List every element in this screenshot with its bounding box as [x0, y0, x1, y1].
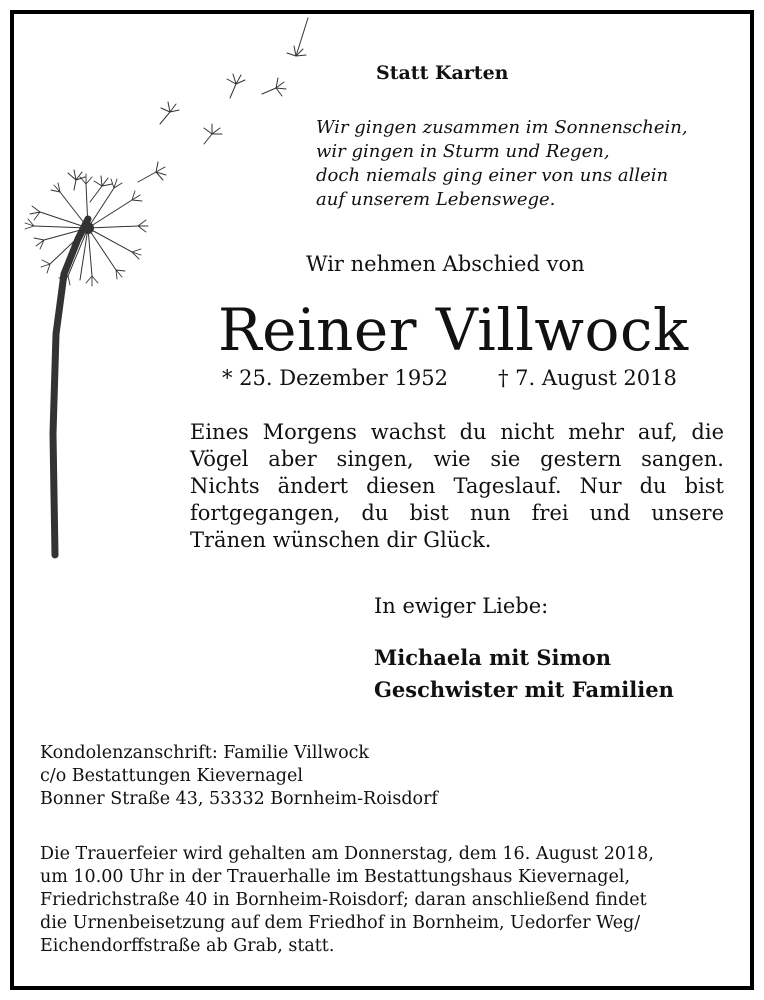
verse-line: Tränen wünschen dir Glück. [190, 528, 492, 552]
mourners-intro: In ewiger Liebe: [374, 594, 549, 618]
condolence-address [40, 742, 438, 811]
header-title: Statt Karten [376, 62, 509, 84]
verse-line: fortgegangen, du bist nun frei und unsere [190, 501, 724, 525]
funeral-line: Eichendorffstraße ab Grab, statt. [40, 936, 335, 956]
death-date: † 7. August 2018 [498, 366, 677, 390]
funeral-line: die Urnenbeisetzung auf dem Friedhof in Bornheim, Uedorfer Weg/ [40, 913, 641, 933]
poem-line: auf unserem Lebenswege. [316, 189, 556, 210]
mourner-name: Geschwister mit Familien [374, 677, 674, 702]
condolence-line: Kondolenzanschrift: Familie Villwock [40, 743, 370, 763]
poem-line: wir gingen in Sturm und Regen, [316, 141, 610, 162]
mourners-list [374, 642, 674, 706]
birth-date: * 25. Dezember 1952 [222, 366, 448, 390]
funeral-line: um 10.00 Uhr in der Trauerhalle im Bestattungshaus Kievernagel, [40, 867, 631, 887]
condolence-line: c/o Bestattungen Kievernagel [40, 766, 303, 786]
poem [316, 116, 688, 212]
deceased-name: Reiner Villwock [218, 296, 689, 364]
funeral-details [40, 843, 654, 958]
condolence-line: Bonner Straße 43, 53332 Bornheim-Roisdorf [40, 789, 438, 809]
verse-line: Nichts ändert diesen Tageslauf. Nur du bist [190, 474, 724, 498]
verse-line: Vögel aber singen, wie sie gestern sangen. [190, 447, 724, 471]
poem-line: Wir gingen zusammen im Sonnenschein, [316, 117, 688, 138]
verse [190, 419, 724, 554]
funeral-line: Die Trauerfeier wird gehalten am Donnerstag, dem 16. August 2018, [40, 844, 654, 864]
verse-line: Eines Morgens wachst du nicht mehr auf, die [190, 420, 724, 444]
funeral-line: Friedrichstraße 40 in Bornheim-Roisdorf; daran anschließend findet [40, 890, 647, 910]
mourner-name: Michaela mit Simon [374, 645, 611, 670]
poem-line: doch niemals ging einer von uns allein [316, 165, 669, 186]
farewell-intro: Wir nehmen Abschied von [306, 252, 585, 276]
